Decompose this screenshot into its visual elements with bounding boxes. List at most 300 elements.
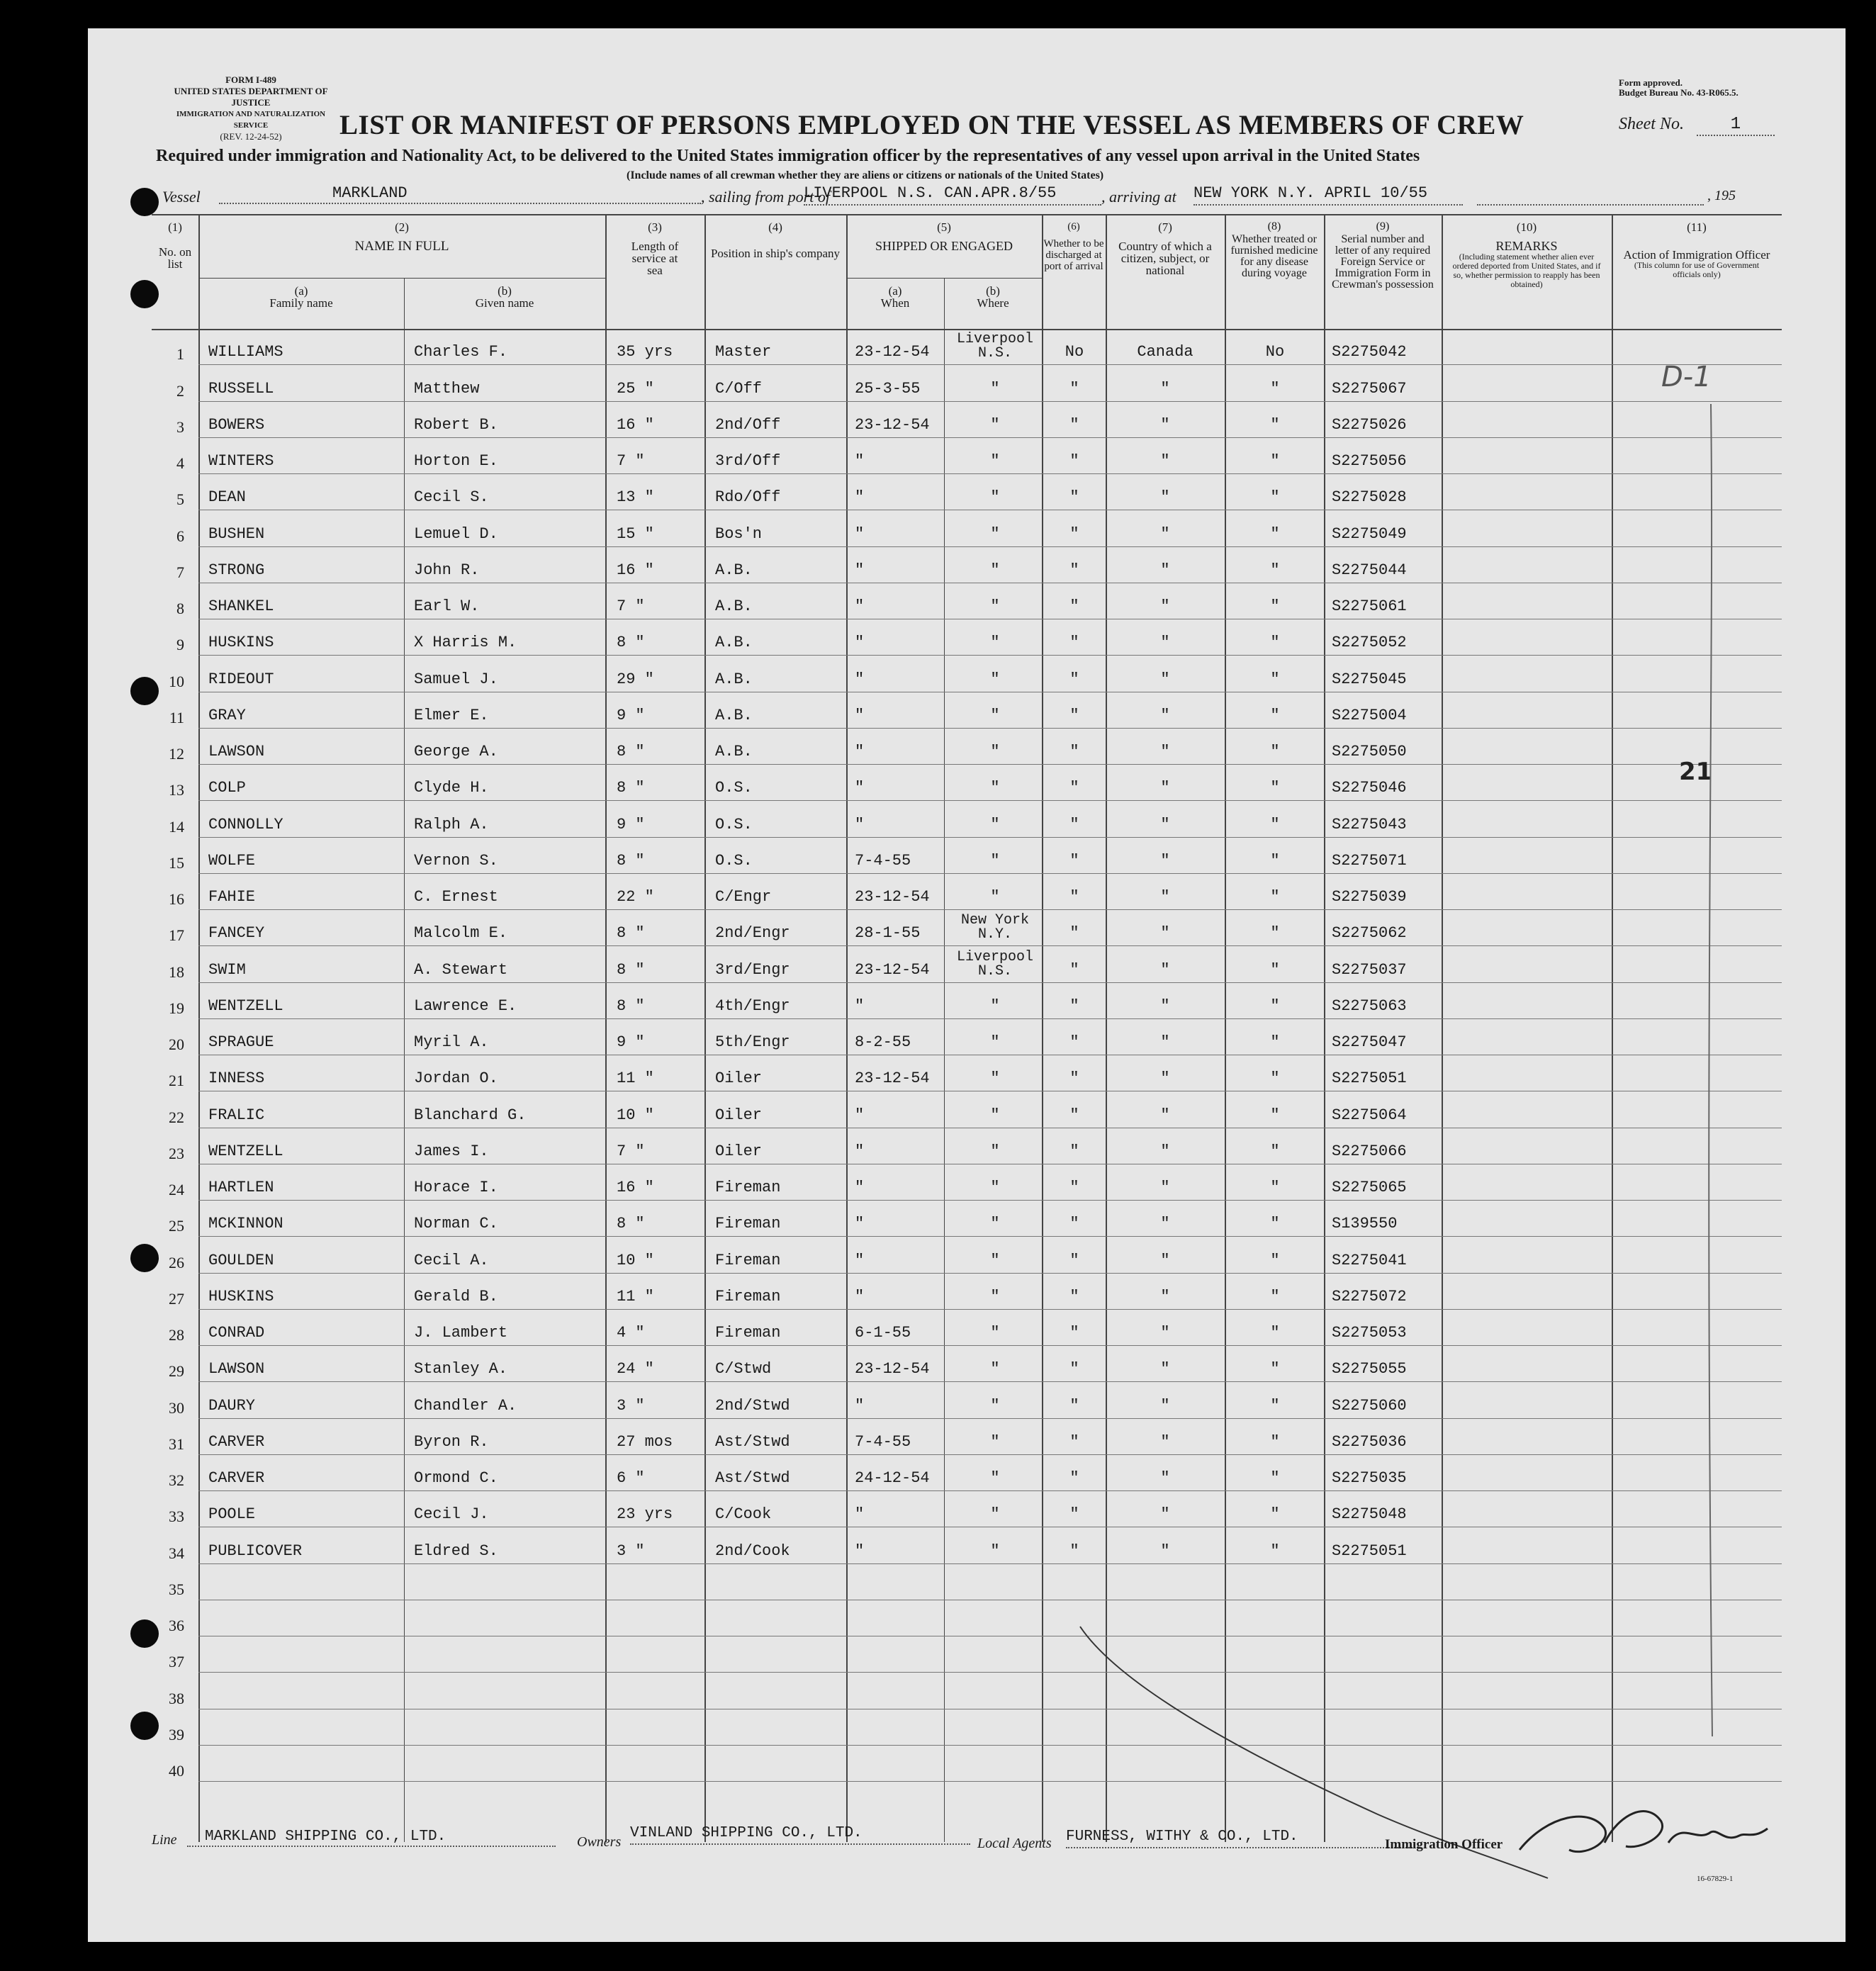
position-cell: A.B. — [715, 706, 753, 724]
family-name-cell: RIDEOUT — [208, 670, 274, 688]
punch-hole — [130, 188, 159, 216]
discharged-cell: " — [1069, 670, 1079, 688]
family-name-cell: CARVER — [208, 1469, 265, 1487]
service-length-cell: 16 " — [617, 415, 654, 434]
shipped-when-cell: " — [855, 634, 865, 652]
shipped-where-cell: " — [990, 561, 1000, 579]
serial-number-cell: S2275043 — [1332, 815, 1407, 833]
family-name-cell: FANCEY — [208, 924, 265, 943]
medicine-cell: " — [1270, 1106, 1280, 1124]
given-name-cell: Vernon S. — [414, 851, 498, 870]
shipped-when-cell: " — [855, 1179, 865, 1196]
family-name-cell: DEAN — [208, 488, 246, 507]
country-cell: " — [1160, 1542, 1170, 1560]
given-name-cell: Malcolm E. — [414, 924, 508, 943]
country-cell: " — [1160, 597, 1170, 615]
family-name-cell: LAWSON — [208, 743, 265, 760]
col-given-header: (b) Given name — [475, 284, 534, 310]
row-number: 36 — [169, 1617, 184, 1634]
medicine-cell: " — [1270, 1142, 1280, 1160]
serial-number-cell: S2275044 — [1332, 561, 1407, 579]
position-cell: O.S. — [715, 851, 753, 870]
budget-bureau-no: Budget Bureau No. 43-R065.5. — [1619, 87, 1739, 98]
col-no-header: (1) No. on list — [158, 220, 192, 271]
medicine-cell: " — [1270, 1542, 1280, 1560]
shipped-where-cell: " — [990, 1033, 1000, 1051]
position-cell: C/Stwd — [715, 1360, 772, 1378]
service-length-cell: 7 " — [617, 452, 645, 470]
family-name-cell: RUSSELL — [208, 379, 274, 398]
given-name-cell: Cecil J. — [414, 1505, 489, 1524]
given-name-cell: Robert B. — [414, 415, 498, 434]
col-when-header: (a) When — [880, 284, 910, 310]
serial-number-cell: S2275037 — [1332, 960, 1407, 979]
service-length-cell: 10 " — [617, 1106, 654, 1124]
position-cell: 2nd/Cook — [715, 1542, 790, 1560]
serial-number-cell: S2275028 — [1332, 488, 1407, 507]
country-cell: " — [1160, 1469, 1170, 1487]
medicine-cell: " — [1270, 1033, 1280, 1051]
row-number: 15 — [169, 853, 184, 872]
discharged-cell: " — [1069, 597, 1079, 615]
discharged-cell: " — [1069, 1142, 1079, 1160]
family-name-cell: GOULDEN — [208, 1251, 274, 1269]
shipped-when-cell: 23-12-54 — [855, 1360, 930, 1378]
family-name-cell: BUSHEN — [208, 524, 265, 543]
shipped-when-cell: 23-12-54 — [855, 888, 930, 906]
given-name-cell: Eldred S. — [414, 1542, 498, 1560]
medicine-cell: " — [1270, 815, 1280, 833]
given-name-cell: Cecil A. — [414, 1251, 489, 1269]
service-length-cell: 11 " — [617, 1287, 654, 1305]
service-length-cell: 11 " — [617, 1069, 654, 1088]
medicine-cell: " — [1270, 1505, 1280, 1524]
country-cell: " — [1160, 561, 1170, 579]
country-cell: " — [1160, 1069, 1170, 1088]
country-cell: " — [1160, 1505, 1170, 1524]
family-name-cell: HUSKINS — [208, 634, 274, 652]
medicine-cell: No — [1265, 343, 1285, 361]
given-name-cell: Cecil S. — [414, 488, 489, 507]
country-cell: " — [1160, 1106, 1170, 1124]
form-number: FORM I-489 — [225, 74, 276, 85]
position-cell: Fireman — [715, 1287, 781, 1305]
country-cell: " — [1160, 1215, 1170, 1233]
serial-number-cell: S2275004 — [1332, 706, 1407, 724]
service-length-cell: 8 " — [617, 924, 645, 943]
family-name-cell: LAWSON — [208, 1360, 265, 1378]
row-number: 23 — [169, 1144, 184, 1162]
position-cell: 3rd/Engr — [715, 960, 790, 979]
given-name-cell: Lawrence E. — [414, 996, 517, 1015]
family-name-cell: FRALIC — [208, 1106, 265, 1124]
given-name-cell: A. Stewart — [414, 960, 508, 979]
line-label: Line — [152, 1832, 177, 1848]
family-name-cell: WILLIAMS — [208, 343, 283, 361]
family-name-cell: HARTLEN — [208, 1179, 274, 1196]
medicine-cell: " — [1270, 1432, 1280, 1451]
manifest-sheet — [88, 28, 1846, 1942]
serial-number-cell: S2275050 — [1332, 743, 1407, 760]
medicine-cell: " — [1270, 452, 1280, 470]
position-cell: C/Cook — [715, 1505, 772, 1524]
medicine-cell: " — [1270, 888, 1280, 906]
country-cell: " — [1160, 1360, 1170, 1378]
row-number: 1 — [176, 345, 184, 364]
family-name-cell: SWIM — [208, 960, 246, 979]
shipped-where-cell: " — [990, 634, 1000, 652]
shipped-when-cell: " — [855, 488, 865, 507]
shipped-where-cell: " — [990, 1179, 1000, 1196]
position-cell: C/Engr — [715, 888, 772, 906]
row-number: 7 — [176, 563, 184, 581]
service-length-cell: 8 " — [617, 851, 645, 870]
shipped-when-cell: " — [855, 1396, 865, 1415]
punch-hole — [130, 1619, 159, 1648]
given-name-cell: James I. — [414, 1142, 489, 1160]
serial-number-cell: S2275039 — [1332, 888, 1407, 906]
row-number: 29 — [169, 1362, 184, 1381]
medicine-cell: " — [1270, 524, 1280, 543]
row-number: 13 — [169, 781, 184, 799]
row-number: 19 — [169, 999, 184, 1017]
discharged-cell: " — [1069, 779, 1079, 797]
shipped-when-cell: " — [855, 815, 865, 833]
owners-label: Owners — [577, 1834, 622, 1850]
medicine-cell: " — [1270, 743, 1280, 760]
shipped-when-cell: 23-12-54 — [855, 415, 930, 434]
row-number: 30 — [169, 1398, 184, 1417]
vessel-name: MARKLAND — [219, 184, 701, 204]
row-number: 12 — [169, 745, 184, 763]
col-discharged-header: (6) Whether to be discharged at port of arrival — [1043, 221, 1104, 272]
given-name-cell: X Harris M. — [414, 634, 517, 652]
row-number: 40 — [169, 1762, 184, 1780]
agents-label: Local Agents — [977, 1836, 1052, 1851]
country-cell: " — [1160, 415, 1170, 434]
col-country-header: (7) Country of which a citizen, subject, or national — [1118, 220, 1212, 277]
form-note: (Include names of all crewman whether they are aliens or citizens or nationals of the United States) — [627, 169, 1104, 181]
given-name-cell: Chandler A. — [414, 1396, 517, 1415]
row-number: 10 — [169, 672, 184, 690]
count-mark: 21 — [1679, 758, 1713, 786]
row-number: 38 — [169, 1689, 184, 1707]
position-cell: 2nd/Stwd — [715, 1396, 790, 1415]
discharged-cell: " — [1069, 851, 1079, 870]
service-length-cell: 7 " — [617, 1142, 645, 1160]
service-length-cell: 4 " — [617, 1324, 645, 1342]
col-shipped-header: (5) SHIPPED OR ENGAGED — [875, 220, 1013, 253]
country-cell: " — [1160, 379, 1170, 398]
serial-number-cell: S2275053 — [1332, 1324, 1407, 1342]
col-position-header: (4) Position in ship's company — [710, 220, 841, 260]
shipped-when-cell: 25-3-55 — [855, 379, 921, 398]
position-cell: Bos'n — [715, 524, 763, 543]
serial-number-cell: S2275048 — [1332, 1505, 1407, 1524]
family-name-cell: CARVER — [208, 1432, 265, 1451]
shipped-where-cell: " — [990, 1287, 1000, 1305]
row-number: 28 — [169, 1326, 184, 1344]
officer-mark: D-1 — [1661, 361, 1712, 393]
position-cell: 5th/Engr — [715, 1033, 790, 1051]
given-name-cell: John R. — [414, 561, 480, 579]
shipped-when-cell: 8-2-55 — [855, 1033, 911, 1051]
col-where-header: (b) Where — [977, 284, 1009, 310]
row-number: 6 — [176, 527, 184, 545]
arriving-at-port: NEW YORK N.Y. APRIL 10/55 — [1193, 184, 1463, 206]
given-name-cell: George A. — [414, 743, 498, 760]
given-name-cell: Gerald B. — [414, 1287, 498, 1305]
serial-number-cell: S2275051 — [1332, 1069, 1407, 1088]
serial-number-cell: S2275055 — [1332, 1360, 1407, 1378]
given-name-cell: Horace I. — [414, 1179, 498, 1196]
form-title: LIST OR MANIFEST OF PERSONS EMPLOYED ON THE VESSEL AS MEMBERS OF CREW — [339, 110, 1524, 140]
given-name-cell: Byron R. — [414, 1432, 489, 1451]
vessel-label: Vessel — [162, 188, 201, 206]
shipped-where-cell: " — [990, 779, 1000, 797]
shipped-where-cell: " — [990, 488, 1000, 507]
position-cell: 3rd/Off — [715, 452, 781, 470]
punch-hole — [130, 280, 159, 308]
serial-number-cell: S2275046 — [1332, 779, 1407, 797]
shipped-when-cell: " — [855, 1542, 865, 1560]
shipped-when-cell: 7-4-55 — [855, 1432, 911, 1451]
service-length-cell: 9 " — [617, 815, 645, 833]
serial-number-cell: S2275056 — [1332, 452, 1407, 470]
serial-number-cell: S2275060 — [1332, 1396, 1407, 1415]
serial-number-cell: S2275072 — [1332, 1287, 1407, 1305]
position-cell: Fireman — [715, 1324, 781, 1342]
shipped-when-cell: 24-12-54 — [855, 1469, 930, 1487]
shipped-when-cell: " — [855, 743, 865, 760]
row-number: 34 — [169, 1544, 184, 1562]
shipped-where-cell: Liverpool N.S. — [956, 948, 1034, 979]
serial-number-cell: S2275035 — [1332, 1469, 1407, 1487]
family-name-cell: WENTZELL — [208, 1142, 283, 1160]
discharged-cell: " — [1069, 743, 1079, 760]
country-cell: " — [1160, 815, 1170, 833]
shipped-where-cell: New York N.Y. — [960, 912, 1029, 943]
country-cell: " — [1160, 1396, 1170, 1415]
row-number: 2 — [176, 381, 184, 400]
shipped-when-cell: " — [855, 706, 865, 724]
given-name-cell: Myril A. — [414, 1033, 489, 1051]
shipped-where-cell: " — [990, 1324, 1000, 1342]
shipped-when-cell: " — [855, 452, 865, 470]
family-name-cell: FAHIE — [208, 888, 256, 906]
given-name-cell: Matthew — [414, 379, 480, 398]
country-cell: " — [1160, 996, 1170, 1015]
shipped-where-cell: " — [990, 1360, 1000, 1378]
shipped-when-cell: " — [855, 996, 865, 1015]
country-cell: " — [1160, 779, 1170, 797]
serial-number-cell: S2275071 — [1332, 851, 1407, 870]
col-name-header: (2) NAME IN FULL — [354, 220, 449, 254]
discharged-cell: " — [1069, 996, 1079, 1015]
given-name-cell: Horton E. — [414, 452, 498, 470]
col-serial-header: (9) Serial number and letter of any required Foreign Service or Immigration Form in Crewman's possession — [1332, 220, 1434, 291]
country-cell: " — [1160, 1033, 1170, 1051]
shipped-when-cell: " — [855, 1215, 865, 1233]
shipped-where-cell: " — [990, 815, 1000, 833]
row-number: 33 — [169, 1507, 184, 1526]
medicine-cell: " — [1270, 597, 1280, 615]
row-number: 21 — [169, 1072, 184, 1090]
given-name-cell: Elmer E. — [414, 706, 489, 724]
service-length-cell: 6 " — [617, 1469, 645, 1487]
officer-signature — [1505, 1800, 1789, 1878]
given-name-cell: Norman C. — [414, 1215, 498, 1233]
shipped-when-cell: " — [855, 779, 865, 797]
row-number: 39 — [169, 1725, 184, 1743]
discharged-cell: " — [1069, 1469, 1079, 1487]
position-cell: 2nd/Off — [715, 415, 781, 434]
medicine-cell: " — [1270, 1215, 1280, 1233]
discharged-cell: " — [1069, 1432, 1079, 1451]
shipped-when-cell: " — [855, 524, 865, 543]
department-name: UNITED STATES DEPARTMENT OF JUSTICE — [174, 86, 328, 108]
service-length-cell: 16 " — [617, 1179, 654, 1196]
discharged-cell: " — [1069, 1324, 1079, 1342]
family-name-cell: COLP — [208, 779, 246, 797]
print-code: 16-67829-1 — [1697, 1875, 1734, 1883]
country-cell: " — [1160, 488, 1170, 507]
discharged-cell: " — [1069, 1033, 1079, 1051]
shipped-where-cell: " — [990, 1469, 1000, 1487]
medicine-cell: " — [1270, 1396, 1280, 1415]
given-name-cell: C. Ernest — [414, 888, 498, 906]
serial-number-cell: S2275064 — [1332, 1106, 1407, 1124]
family-name-cell: POOLE — [208, 1505, 256, 1524]
discharged-cell: " — [1069, 924, 1079, 943]
serial-number-cell: S2275041 — [1332, 1251, 1407, 1269]
service-length-cell: 8 " — [617, 960, 645, 979]
row-number: 22 — [169, 1108, 184, 1126]
position-cell: Ast/Stwd — [715, 1432, 790, 1451]
discharged-cell: " — [1069, 452, 1079, 470]
position-cell: C/Off — [715, 379, 763, 398]
position-cell: A.B. — [715, 743, 753, 760]
discharged-cell: " — [1069, 888, 1079, 906]
shipped-where-cell: " — [990, 1069, 1000, 1088]
shipped-when-cell: " — [855, 1505, 865, 1524]
sailing-label: , sailing from port of — [701, 188, 830, 206]
medicine-cell: " — [1270, 415, 1280, 434]
service-length-cell: 8 " — [617, 1215, 645, 1233]
given-name-cell: Earl W. — [414, 597, 480, 615]
position-cell: Master — [715, 343, 772, 361]
row-number: 32 — [169, 1471, 184, 1489]
discharged-cell: " — [1069, 415, 1079, 434]
shipped-where-cell: " — [990, 706, 1000, 724]
country-cell: " — [1160, 706, 1170, 724]
family-name-cell: WOLFE — [208, 851, 256, 870]
discharged-cell: " — [1069, 1505, 1079, 1524]
shipped-when-cell: " — [855, 561, 865, 579]
col-family-header: (a) Family name — [269, 284, 333, 310]
medicine-cell: " — [1270, 1251, 1280, 1269]
medicine-cell: " — [1270, 634, 1280, 652]
punch-hole — [130, 677, 159, 705]
country-cell: " — [1160, 1251, 1170, 1269]
shipped-when-cell: " — [855, 1287, 865, 1305]
medicine-cell: " — [1270, 706, 1280, 724]
country-cell: " — [1160, 851, 1170, 870]
serial-number-cell: S2275049 — [1332, 524, 1407, 543]
service-length-cell: 16 " — [617, 561, 654, 579]
row-number: 31 — [169, 1434, 184, 1453]
service-length-cell: 22 " — [617, 888, 654, 906]
family-name-cell: CONNOLLY — [208, 815, 283, 833]
discharged-cell: " — [1069, 1215, 1079, 1233]
given-name-cell: Lemuel D. — [414, 524, 498, 543]
given-name-cell: Stanley A. — [414, 1360, 508, 1378]
form-subtitle: Required under immigration and Nationality Act, to be delivered to the United States immigration officer by the representatives of any vessel upon arrival in the United States — [156, 147, 1420, 165]
medicine-cell: " — [1270, 1469, 1280, 1487]
shipped-when-cell: " — [855, 1251, 865, 1269]
row-number: 26 — [169, 1253, 184, 1271]
position-cell: Oiler — [715, 1106, 763, 1124]
serial-number-cell: S2275062 — [1332, 924, 1407, 943]
discharged-cell: " — [1069, 960, 1079, 979]
medicine-cell: " — [1270, 561, 1280, 579]
country-cell: " — [1160, 1179, 1170, 1196]
family-name-cell: PUBLICOVER — [208, 1542, 303, 1560]
shipped-when-cell: 23-12-54 — [855, 1069, 930, 1088]
family-name-cell: SHANKEL — [208, 597, 274, 615]
shipped-where-cell: " — [990, 1542, 1000, 1560]
serial-number-cell: S2275066 — [1332, 1142, 1407, 1160]
medicine-cell: " — [1270, 1069, 1280, 1088]
line-name: MARKLAND SHIPPING CO., LTD. — [187, 1829, 556, 1847]
medicine-cell: " — [1270, 779, 1280, 797]
service-length-cell: 9 " — [617, 1033, 645, 1051]
agents-name: FURNESS, WITHY & CO., LTD. — [1066, 1829, 1420, 1848]
service-length-cell: 10 " — [617, 1251, 654, 1269]
discharged-cell: " — [1069, 561, 1079, 579]
discharged-cell: " — [1069, 488, 1079, 507]
shipped-where-cell: " — [990, 415, 1000, 434]
family-name-cell: DAURY — [208, 1396, 256, 1415]
country-cell: " — [1160, 743, 1170, 760]
shipped-where-cell: " — [990, 743, 1000, 760]
service-length-cell: 8 " — [617, 779, 645, 797]
service-length-cell: 23 yrs — [617, 1505, 673, 1524]
discharged-cell: " — [1069, 706, 1079, 724]
shipped-where-cell: " — [990, 1142, 1000, 1160]
shipped-when-cell: 23-12-54 — [855, 343, 930, 361]
medicine-cell: " — [1270, 1287, 1280, 1305]
discharged-cell: " — [1069, 1360, 1079, 1378]
medicine-cell: " — [1270, 670, 1280, 688]
given-name-cell: Ormond C. — [414, 1469, 498, 1487]
medicine-cell: " — [1270, 488, 1280, 507]
discharged-cell: " — [1069, 524, 1079, 543]
discharged-cell: " — [1069, 1542, 1079, 1560]
position-cell: A.B. — [715, 634, 753, 652]
row-number: 8 — [176, 600, 184, 617]
row-number: 24 — [169, 1181, 184, 1198]
service-length-cell: 8 " — [617, 743, 645, 760]
country-cell: " — [1160, 960, 1170, 979]
country-cell: " — [1160, 452, 1170, 470]
row-number: 37 — [169, 1653, 184, 1671]
row-number: 4 — [176, 454, 184, 472]
handwritten-strokes — [88, 28, 1846, 1942]
arriving-label: , arriving at — [1101, 188, 1176, 206]
given-name-cell: Charles F. — [414, 343, 508, 361]
discharged-cell: " — [1069, 1396, 1079, 1415]
